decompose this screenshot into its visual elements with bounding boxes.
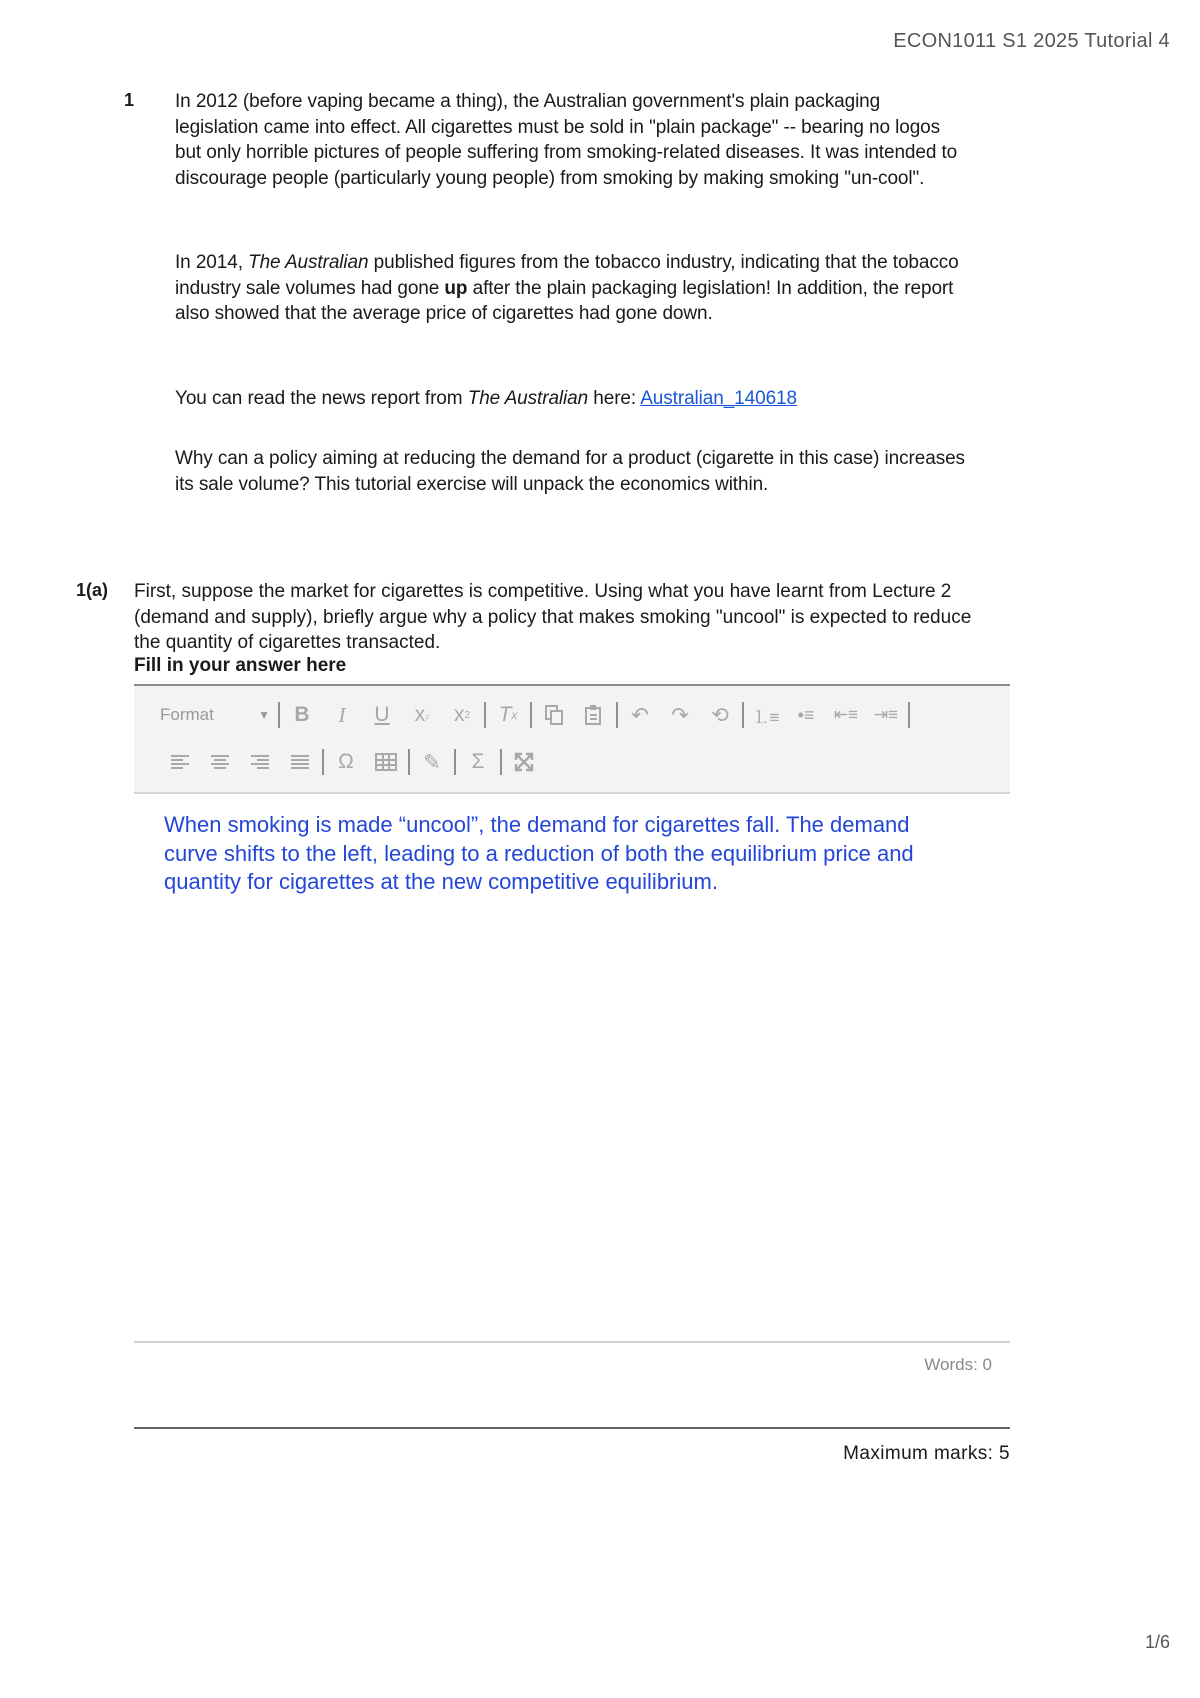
paragraph-link: You can read the news report from The Australian here: Australian_140618: [175, 388, 797, 409]
align-center-icon[interactable]: [200, 747, 240, 777]
maximum-marks: Maximum marks: 5: [843, 1443, 1010, 1464]
toolbar-separator: [484, 702, 486, 728]
copy-icon[interactable]: [534, 700, 574, 730]
remove-format-icon[interactable]: T x: [498, 703, 518, 726]
toolbar-separator: [500, 749, 502, 775]
paste-icon[interactable]: [574, 700, 614, 730]
format-dropdown[interactable]: Format ▼: [160, 705, 270, 724]
toolbar-separator: [908, 702, 910, 728]
table-icon[interactable]: [366, 747, 406, 777]
pencil-icon[interactable]: ✎: [423, 750, 441, 774]
maximize-icon[interactable]: [504, 747, 544, 777]
question-1-report: [175, 250, 965, 327]
justify-icon[interactable]: [280, 747, 320, 777]
toolbar-separator: [742, 702, 744, 728]
question-1-link: [175, 386, 965, 412]
dropdown-arrow-icon: ▼: [258, 708, 270, 722]
sigma-icon[interactable]: Σ: [471, 750, 485, 773]
toolbar-separator: [408, 749, 410, 775]
toolbar-separator: [322, 749, 324, 775]
undo-icon[interactable]: ↶: [631, 703, 649, 727]
align-right-icon[interactable]: [240, 747, 280, 777]
paragraph-report: In 2014, The Australian published figures from the tobacco industry, indicating that the tobacco industry sale volumes had gone up after the plain packaging legislation! In addition, the report also showed that the average price of cigarettes had gone down.: [175, 252, 959, 324]
omega-icon[interactable]: Ω: [338, 750, 354, 773]
toolbar-separator: [530, 702, 532, 728]
history-icon[interactable]: ⟲: [711, 703, 729, 727]
subquestion-number: 1(a): [76, 580, 109, 600]
indent-icon[interactable]: ⇥≡: [873, 705, 899, 724]
question-1-intro: [175, 89, 965, 191]
word-count: Words: 0: [924, 1355, 992, 1374]
superscript-icon[interactable]: x 2: [453, 703, 471, 726]
subquestion-text: First, suppose the market for cigarettes is competitive. Using what you have learnt from Lecture 2 (demand and supply), briefly argue why a policy that makes smoking "uncool" is expected to reduce the quantity of cigarettes transacted.: [134, 581, 972, 653]
toolbar-separator: [278, 702, 280, 728]
redo-icon[interactable]: ↷: [671, 703, 689, 727]
toolbar-separator: [616, 702, 618, 728]
bullet-list-icon[interactable]: •≡: [797, 704, 815, 725]
italic-icon[interactable]: I: [338, 702, 346, 727]
answer-label: Fill in your answer here: [134, 655, 347, 676]
document-header: ECON1011 S1 2025 Tutorial 4: [893, 30, 1170, 52]
paragraph-question: Why can a policy aiming at reducing the demand for a product (cigarette in this case) increases its sale volume? This tutorial exercise will unpack the economics within.: [175, 448, 965, 495]
toolbar-separator: [454, 749, 456, 775]
paragraph-intro: In 2012 (before vaping became a thing), the Australian government's plain packaging legislation came into effect. All cigarettes must be sold in "plain package" -- bearing no logos but only horrible pictures of people suffering from smoking-related diseases. It was intended to discourage people (particularly young people) from smoking by making smoking "un-cool".: [175, 91, 958, 189]
numbered-list-icon[interactable]: ⒈≡: [752, 707, 780, 727]
news-report-link[interactable]: Australian_140618: [640, 388, 797, 409]
bold-icon[interactable]: B: [294, 703, 310, 726]
editor-footer: [134, 1341, 1010, 1374]
underline-icon[interactable]: U: [374, 703, 390, 726]
outdent-icon[interactable]: ⇤≡: [833, 705, 859, 724]
editor-toolbar: [134, 686, 1010, 794]
answer-text-area[interactable]: When smoking is made “uncool”, the demand for cigarettes fall. The demand curve shifts to the left, leading to a reduction of both the equilibrium price and quantity for cigarettes at the new competitive equilibrium.: [164, 812, 914, 894]
rich-text-editor[interactable]: [134, 684, 1010, 1374]
page-number: 1/6: [1144, 1632, 1170, 1652]
subscript-icon[interactable]: x ₂: [414, 703, 430, 726]
align-left-icon[interactable]: [160, 747, 200, 777]
section-divider: [134, 1427, 1010, 1429]
question-number: 1: [124, 90, 135, 110]
question-1-prompt: [175, 446, 965, 497]
